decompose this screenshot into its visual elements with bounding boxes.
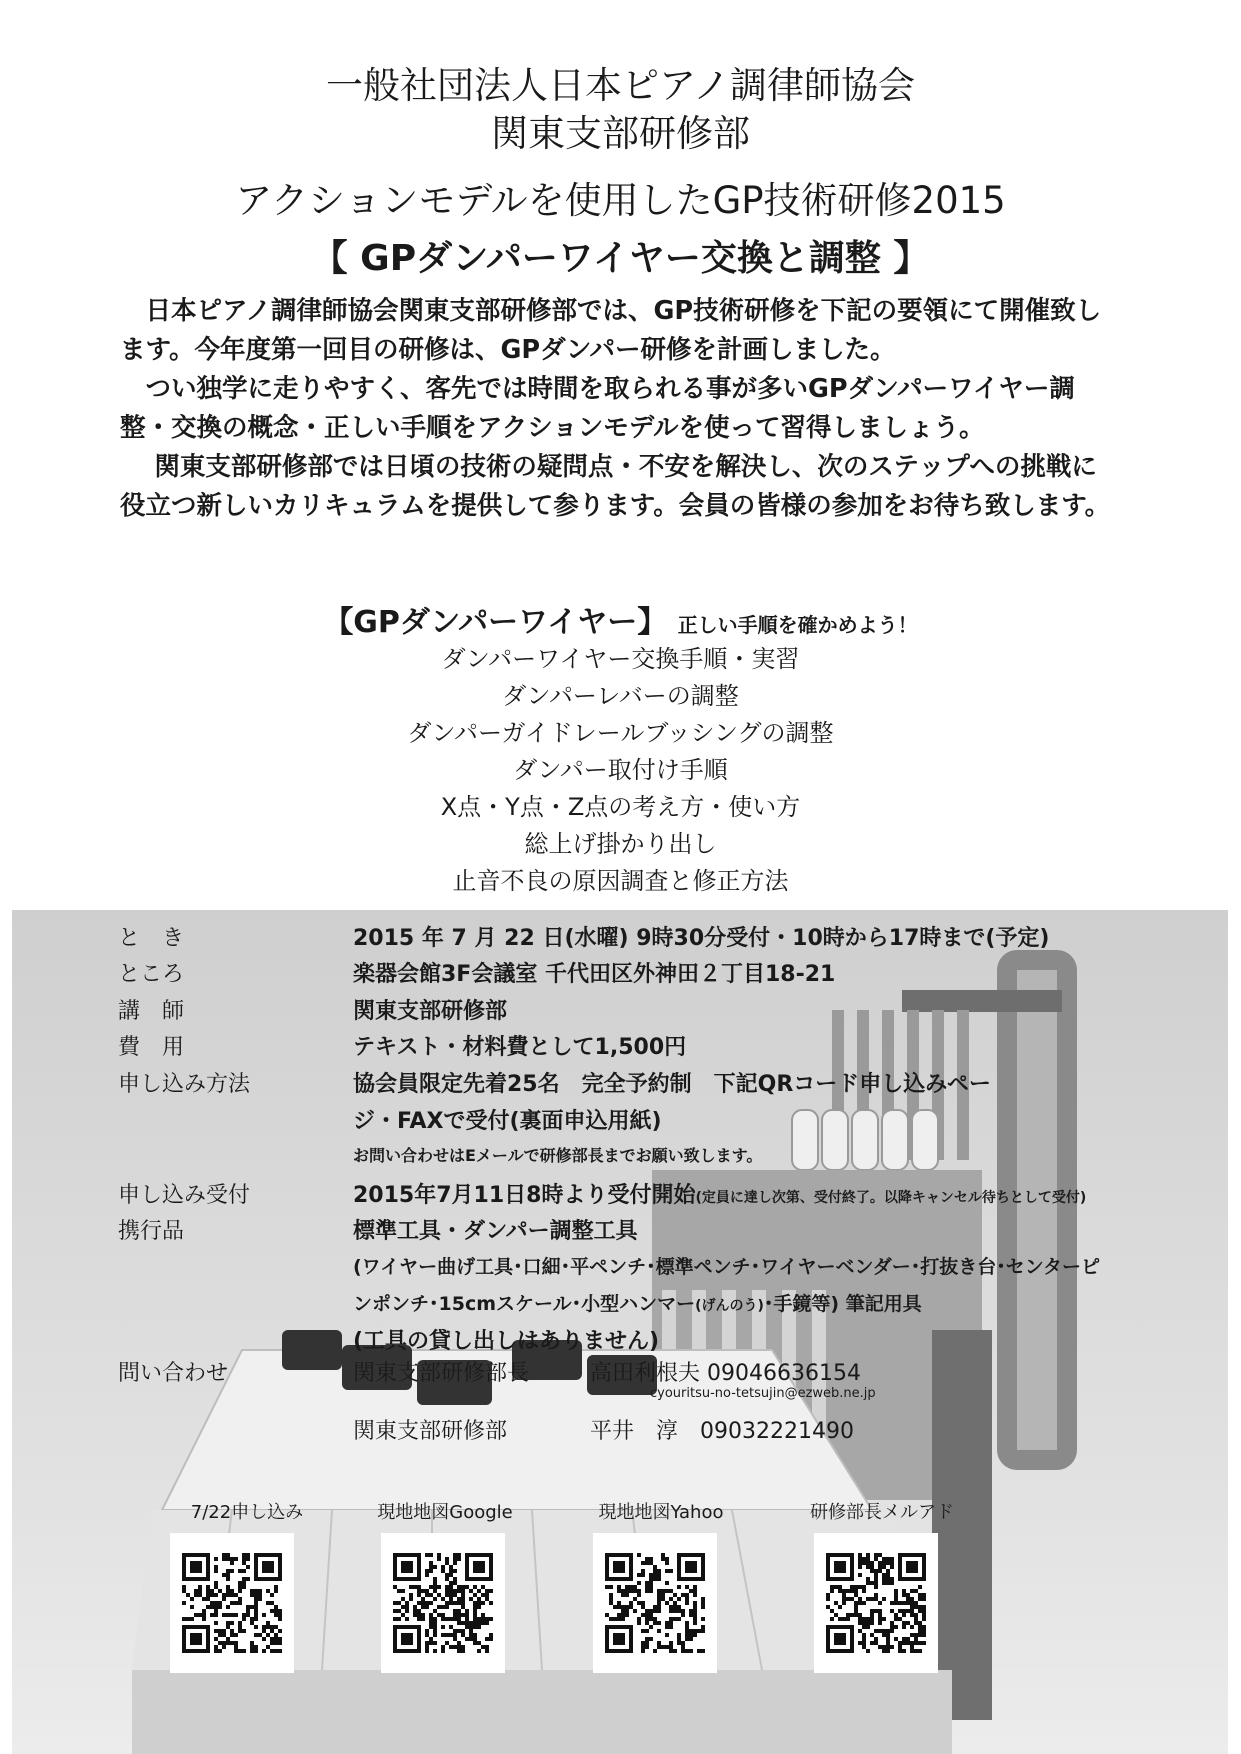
- topic-item: ダンパーワイヤー交換手順・実習: [441, 645, 800, 673]
- intro-paragraph: つい独学に走りやすく、客先では時間を取られる事が多いGPダンパーワイヤー調整・交換の概念・正しい手順をアクションモデルを使って習得しましょう。: [120, 374, 1075, 443]
- apply-note: お問い合わせはEメールで研修部長までお願い致します。: [353, 1146, 763, 1165]
- section-title: 【GPダンパーワイヤー】: [323, 605, 668, 640]
- where-value: 楽器会館3F会議室 千代田区外神田２丁目18-21: [353, 962, 836, 987]
- qr-label: 現地地図Google: [377, 1502, 513, 1523]
- bring-tools: (ワイヤー曲げ工具･口細･平ペンチ･標準ペンチ･ワイヤーベンダー･打抜き台･センターピ: [353, 1256, 1101, 1278]
- lecturer-label: 講 師: [118, 999, 185, 1024]
- contact1-name-phone: 高田利根夫 09046636154: [590, 1361, 861, 1386]
- when-value: 2015 年 7 月 22 日(水曜) 9時30分受付・10時から17時まで(予定): [353, 926, 1050, 951]
- qr-code-email[interactable]: [814, 1533, 938, 1673]
- intro-paragraph: 日本ピアノ調律師協会関東支部研修部では、GP技術研修を下記の要領にて開催致します。今年度第一回目の研修は、GPダンパー研修を計画しました。: [120, 296, 1102, 365]
- fee-value: テキスト・材料費として1,500円: [353, 1035, 687, 1060]
- apply-label: 申し込み方法: [118, 1072, 251, 1097]
- bring-value: 標準工具・ダンパー調整工具: [353, 1219, 638, 1244]
- section-tagline: 正しい手順を確かめよう！: [677, 613, 918, 637]
- contact2-role: 関東支部研修部: [353, 1419, 508, 1444]
- contact1-email[interactable]: cyouritsu-no-tetsujin@ezweb.ne.jp: [650, 1386, 876, 1401]
- qr-code-google-map[interactable]: [381, 1533, 505, 1673]
- topic-item: 止音不良の原因調査と修正方法: [452, 867, 789, 895]
- apply-value: 協会員限定先着25名 完全予約制 下記QRコード申し込みペー: [353, 1072, 991, 1097]
- org-branch: 関東支部研修部: [491, 112, 750, 155]
- reception-value: [353, 1178, 1086, 1209]
- fee-label: 費 用: [118, 1035, 185, 1060]
- event-subtitle: アクションモデルを使用したGP技術研修2015: [235, 179, 1006, 222]
- org-name: 一般社団法人日本ピアノ調律師協会: [325, 64, 916, 107]
- event-title: 【 GPダンパーワイヤー交換と調整 】: [311, 238, 930, 279]
- qr-code-yahoo-map[interactable]: [593, 1533, 717, 1673]
- topic-item: ダンパーレバーの調整: [502, 682, 739, 710]
- qr-label: 7/22申し込み: [190, 1502, 304, 1523]
- bring-tools-end: ･手鏡等) 筆記用具: [763, 1293, 922, 1315]
- intro-paragraph: 関東支部研修部では日頃の技術の疑問点・不安を解決し、次のステップへの挑戦に役立つ新しいカリキュラムを提供して参ります。会員の皆様の参加をお待ち致します。: [120, 452, 1111, 521]
- contact-label: 問い合わせ: [118, 1361, 229, 1386]
- topic-item: X点・Y点・Z点の考え方・使い方: [440, 793, 801, 821]
- qr-code-apply[interactable]: [170, 1533, 294, 1673]
- qr-code-icon: [393, 1553, 493, 1653]
- lecturer-value: 関東支部研修部: [353, 999, 508, 1024]
- contact1-role: 関東支部研修部長: [353, 1361, 530, 1386]
- qr-code-icon: [182, 1553, 282, 1653]
- bring-note: (工具の貸し出しはありません): [353, 1329, 660, 1354]
- topic-item: ダンパーガイドレールブッシングの調整: [407, 719, 834, 747]
- apply-value-cont: ジ・FAXで受付(裏面申込用紙): [353, 1109, 662, 1134]
- topic-item: ダンパー取付け手順: [513, 756, 728, 784]
- bring-label: 携行品: [118, 1219, 185, 1244]
- where-label: ところ: [118, 962, 185, 987]
- bring-tools-reading: (げんのう): [695, 1298, 764, 1314]
- reception-date: 2015年7月11日8時より受付開始: [353, 1183, 696, 1208]
- qr-label: 研修部長メルアド: [810, 1502, 954, 1523]
- when-label: と き: [118, 926, 185, 951]
- qr-code-icon: [605, 1553, 705, 1653]
- qr-code-icon: [826, 1553, 926, 1653]
- bring-tools-cont: [353, 1289, 922, 1316]
- reception-label: 申し込み受付: [118, 1183, 251, 1208]
- topic-item: 総上げ掛かり出し: [524, 830, 717, 858]
- bring-tools-text: ンポンチ･15cmスケール･小型ハンマー: [353, 1293, 696, 1315]
- contact2-name-phone: 平井 淳 09032221490: [590, 1419, 854, 1444]
- qr-label: 現地地図Yahoo: [598, 1502, 724, 1523]
- reception-note: (定員に達し次第、受付終了。以降キャンセル待ちとして受付): [695, 1190, 1087, 1206]
